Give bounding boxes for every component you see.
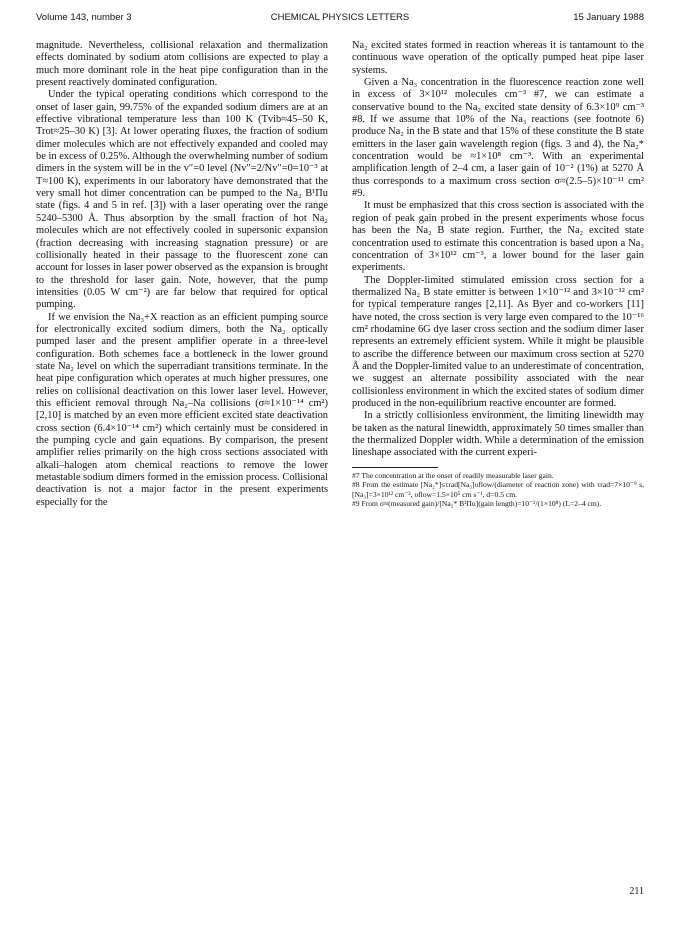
paragraph: Under the typical operating conditions which correspond to the onset of laser gain, 99.75% of the expanded sodium dimers are at an effective vibrational temperature less than 100 K (Tvib≈45–50 K, Trot≈25–30 K) [3]. At lower operating fluxes, the fraction of sodium dimer molecules which are not effectively expanded and cooled may be in excess of 0.25%. Although the overwhelming number of sodium dimers in the system will be in the v″=0 level (Nv″=2/Nv″=0=10⁻³ at T≈100 K), experiments in our laboratory have demonstrated that the very small hot dimer concentration can be pumped to the Na₂ B¹Πu state (figs. 4 and 5 in ref. [3]) with a laser operating over the range 5240–5300 Å. Thus absorption by the small fraction of hot Na₂ molecules which are not effectively cooled in supersonic expansion (fraction decreasing with increasing stagnation pressure) or are collisionally heated in their passage to the fluorescent zone can account for losses in laser power observed as the expansion is brought to the threshold for laser gain. Note, however, that the pump intensities (0.05 W cm⁻²) are far below that required for optical pumping. <box>36 89 328 311</box>
journal-title: CHEMICAL PHYSICS LETTERS <box>270 12 410 23</box>
page-number: 211 <box>629 886 644 897</box>
right-column <box>352 40 644 508</box>
footnote: #9 From σ≈(measured gain)/[Na₂* B¹Πu](gain length)=10⁻²/(1×10⁸) (L=2–4 cm). <box>352 498 602 508</box>
left-column <box>36 40 328 509</box>
issue-date: 15 January 1988 <box>573 12 644 23</box>
footnote-divider <box>352 467 438 468</box>
paragraph: In a strictly collisionless environment, the limiting linewidth may be taken as the natural linewidth, approximately 50 times smaller than the thermalized Doppler width. While a determination of the emission lineshape associated with the current experi- <box>352 410 644 459</box>
paragraph: Given a Na₃ concentration in the fluorescence reaction zone well in excess of 3×10¹² molecules cm⁻³ #7, we can estimate a conservative bound to the Na₂ excited state density of 6.3×10⁹ cm⁻³ #8. If we assume that 10% of the Na₃ reactions (see footnote 6) produce Na₂ in the B state and that 15% of these constitute the B state emitters in the laser gain wavelength region (figs. 3 and 4), the Na₂* concentration would be ≈1×10⁸ cm⁻³. With an experimental amplification length of 2–4 cm, a laser gain of 10⁻² (1%) at 5270 Å thus corresponds to a maximum cross section σ≈(2.5–5)×10⁻¹¹ cm² #9. <box>352 77 644 200</box>
paragraph: The Doppler-limited stimulated emission cross section for a thermalized Na₂ B state emitter is between 1×10⁻¹² and 3×10⁻¹² cm² for typical temperature ranges [2,11]. As Byer and co-workers [11] have noted, the cross section is very large even compared to the 10⁻¹⁶ cm² rhodamine 6G dye laser cross section and the sodium dimer laser represents an extremely efficient system. While it might be plausible to ascribe the difference between our maximum cross section at 5270 Å and the Doppler-limited value to an underestimate of concentration, we suggest an alternate possibility associated with the near collisionless environment in which the excited states of sodium dimer produced in the non-equilibrium reactive encounter are formed. <box>352 274 644 409</box>
paragraph: It must be emphasized that this cross section is associated with the region of peak gain probed in the present experiments whose focus has been the Na₂ B state region. Further, the Na₂ excited state concentration used to estimate this concentration is based upon a Na₃ concentration of 3×10¹² cm⁻³, a lower bound for the laser gain experiments. <box>352 200 644 274</box>
paragraph: If we envision the Na₃+X reaction as an efficient pumping source for electronically excited sodium dimers, both the Na₂ optically pumped laser and the present amplifier operate in a three-level configuration. Both schemes face a bottleneck in the lower ground state Na₂ level on which the superradiant transitions terminate. In the heat pipe configuration which operates at much higher pressures, one relies on collisional deactivation on this lower laser level. However, this efficient removal through Na₂–Na collisions (σ≈1×10⁻¹⁴ cm²) [2,10] is matched by an even more efficient excited state deactivation cross section (6.4×10⁻¹⁴ cm²) which certainly must be considered in the pumping cycle and gain equations. By comparison, the present amplifier relies primarily on the high cross sections associated with alkali–halogen atom chemical reactions to remove the lower metastable sodium dimers formed in the emission process. Collisional deactivation is not a major factor in the present experiments especially for the <box>36 311 328 508</box>
footnote: #7 The concentration at the onset of readily measurable laser gain. <box>352 470 554 480</box>
volume-label: Volume 143, number 3 <box>36 12 132 23</box>
paragraph: Na₂ excited states formed in reaction whereas it is tantamount to the continuous wave operation of the optically pumped heat pipe laser systems. <box>352 40 644 76</box>
paragraph: magnitude. Nevertheless, collisional relaxation and thermalization effects dominated by sodium atom collisions are expected to play a much more dominant role in the heat pipe configuration than in the present reactively dominated configuration. <box>36 40 328 89</box>
footnote: #8 From the estimate [Na₂*]≤τrad[Na₃]υflow/(diameter of reaction zone) with τrad=7×10⁻⁹ s, [Na₃]=3×10¹² cm⁻³, υflow=1.5×10⁵ cm s⁻¹, d=0.5 cm. <box>352 480 644 499</box>
running-header <box>36 12 644 28</box>
